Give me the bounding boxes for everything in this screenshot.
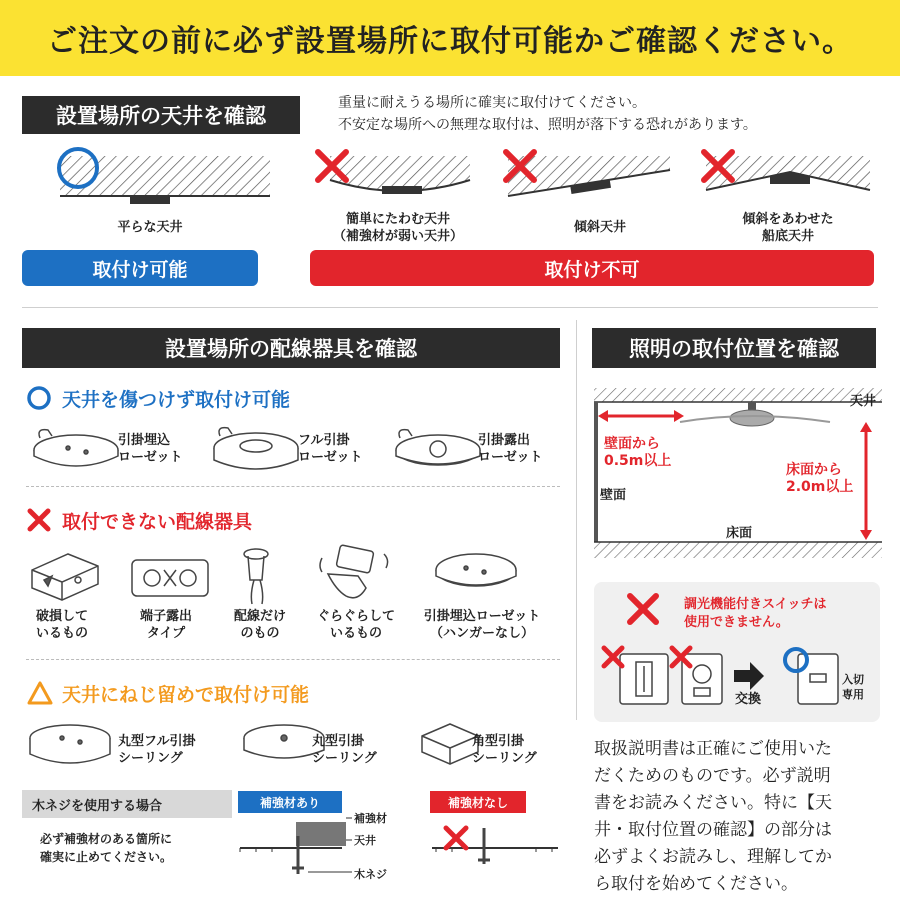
- exchange-label: [735, 688, 761, 707]
- ok-item-2-label: [298, 432, 362, 466]
- ng-item-5-label: [408, 608, 556, 642]
- full-rosette-icon: [214, 428, 298, 469]
- screw-item-3-line2: シーリング: [472, 751, 537, 766]
- exchange-label-text: 交換: [735, 692, 762, 707]
- ng2-caption-text: 傾斜天井: [573, 220, 626, 235]
- switch-label-line1: 入切: [842, 673, 864, 686]
- ng-item-2-line1: 端子露出: [139, 609, 192, 624]
- ceiling-diagrams: [30, 140, 890, 220]
- ng1-caption-line1: 簡単にたわむ天井: [345, 212, 450, 227]
- caution-triangle-icon: [26, 680, 54, 706]
- ceiling-label-text: 天井: [850, 394, 877, 409]
- wood-screw-note-line1: 必ず補強材のある箇所に: [40, 832, 173, 846]
- ok-label-text: 取付け可能: [92, 258, 188, 281]
- wood-screw-note-line2: 確実に止めてください。: [40, 850, 173, 864]
- ng-cross-icon: [624, 590, 664, 630]
- wobbly-fixture-icon: [320, 545, 388, 598]
- floor-distance-line2: 2.0m以上: [786, 479, 854, 495]
- section-divider: [22, 307, 878, 308]
- vertical-divider: [576, 320, 577, 720]
- wall-distance-label: [604, 436, 671, 470]
- manual-line-5: 必ずよくお読みし、理解してか: [594, 847, 832, 867]
- wiring-ok-heading: [26, 384, 290, 412]
- manual-line-3: 書をお読みください。特に【天: [594, 793, 832, 813]
- ng-item-1-line1: 破損して: [35, 609, 88, 624]
- on-off-switch-icon: [798, 654, 838, 704]
- round-full-ceiling-icon: [30, 725, 110, 763]
- ceiling-fan-light-icon: [680, 402, 830, 426]
- wall-label: [600, 484, 626, 503]
- boat-ceiling-diagram: [704, 152, 870, 190]
- wood-screw-callout-text: 木ネジ: [354, 868, 387, 881]
- ng-item-3-label: [220, 608, 300, 642]
- screw-item-1-label: [118, 733, 195, 767]
- top-banner: [0, 0, 900, 76]
- banner-text: ご注文の前に必ず設置場所に取付可能かご確認ください。: [47, 24, 853, 59]
- ceiling-note-line2: 不安定な場所への無理な取付は、照明が落下する恐れがあります。: [338, 117, 757, 133]
- ceiling-section-title-text: 設置場所の天井を確認: [56, 104, 266, 128]
- ok-item-1-line2: ローゼット: [118, 450, 183, 465]
- wood-screw-label: 木ネジを使用する場合: [32, 798, 163, 814]
- ceiling-label: [850, 390, 876, 409]
- ng-item-4-line2: いるもの: [329, 626, 382, 641]
- wood-screw-icon: [478, 828, 490, 864]
- position-section-title-text: 照明の取付位置を確認: [629, 337, 839, 361]
- wiring-section-title: [22, 328, 560, 368]
- screw-item-2-line1: 丸型引掛: [312, 734, 365, 749]
- flat-ceiling-diagram: [59, 149, 270, 204]
- wiring-ng-heading: [26, 506, 252, 534]
- ng-item-5-line2: （ハンガーなし）: [429, 626, 534, 641]
- ng-item-3-line1: 配線だけ: [233, 609, 286, 624]
- switch-label-line2: 専用: [842, 688, 864, 701]
- with-reinforcement-tag: [238, 791, 342, 813]
- ok-item-2-line1: フル引掛: [298, 433, 350, 448]
- wiring-screw-heading-text: 天井にねじ留めで取付け可能: [62, 683, 310, 706]
- ceiling-note: [338, 92, 878, 136]
- wall-distance-line1: 壁面から: [604, 436, 660, 452]
- wood-screw-diagram: [236, 814, 562, 900]
- ng2-ceiling-caption: [530, 219, 670, 236]
- wood-screw-note: [40, 830, 230, 866]
- manual-line-2: だくためのものです。必ず説明: [594, 766, 831, 786]
- ng-item-3-line2: のもの: [240, 626, 280, 641]
- wiring-section-title-text: 設置場所の配線器具を確認: [165, 337, 417, 361]
- ng1-caption-line2: （補強材が弱い天井）: [332, 229, 463, 244]
- ceiling-note-line1: 重量に耐えうる場所に確実に取付けてください。: [338, 95, 646, 111]
- floor-distance-label: [786, 462, 853, 496]
- wall-label-text: 壁面: [600, 488, 627, 503]
- reinforcement-callout-text: 補強材: [354, 812, 387, 825]
- embedded-rosette-icon: [34, 430, 118, 466]
- broken-fixture-icon: [32, 554, 98, 600]
- dimmer-switch-icon: [620, 654, 668, 704]
- manual-line-1: 取扱説明書は正確にご使用いた: [594, 739, 832, 759]
- ng-cross-icon: [446, 828, 466, 848]
- ng-item-5-line1: 引掛埋込ローゼット: [423, 609, 541, 624]
- ng-item-4-line1: ぐらぐらして: [316, 609, 395, 624]
- ng-item-1-label: [22, 608, 102, 642]
- ng-item-2-line2: タイプ: [146, 626, 186, 641]
- on-off-only-label: [842, 672, 864, 702]
- without-reinforcement-tag: [430, 791, 526, 813]
- dimmer-line1: 調光機能付きスイッチは: [684, 597, 827, 612]
- manual-line-4: 井・取付位置の確認】の部分は: [594, 820, 832, 840]
- ng-label-pill: [310, 250, 874, 286]
- ng3-ceiling-caption: [718, 211, 858, 245]
- floor-distance-line1: 床面から: [786, 462, 842, 478]
- dimmer-warning-text: [684, 596, 826, 632]
- ok-item-3-label: [478, 432, 542, 466]
- ok-ceiling-caption: [80, 219, 220, 236]
- screw-item-2-line2: シーリング: [312, 751, 377, 766]
- ok-item-2-line2: ローゼット: [298, 450, 363, 465]
- wall-distance-line2: 0.5m以上: [604, 453, 672, 469]
- sagging-ceiling-diagram: [318, 152, 470, 194]
- ok-ceiling-caption-text: 平らな天井: [117, 220, 183, 235]
- wall-distance-arrow: [598, 410, 684, 422]
- ng-label-text: 取付け不可: [544, 258, 640, 281]
- ng3-caption-line2: 船底天井: [761, 229, 814, 244]
- floor-distance-arrow: [860, 422, 872, 540]
- ceiling-callout-text: 天井: [354, 834, 376, 847]
- wood-screw-band: [22, 790, 232, 818]
- arrow-right-icon: [734, 662, 764, 690]
- reinforcement-callout: [354, 810, 387, 826]
- ceiling-callout: [354, 832, 376, 848]
- ng-item-2-label: [126, 608, 206, 642]
- floor-label-text: 床面: [726, 526, 753, 541]
- ok-circle-icon: [26, 384, 54, 412]
- screw-item-3-label: [472, 733, 537, 767]
- dimmer-line2: 使用できません。: [684, 615, 789, 630]
- without-reinforcement-text: 補強材なし: [447, 795, 508, 810]
- with-reinforcement-text: 補強材あり: [259, 795, 320, 810]
- screw-item-1-line1: 丸型フル引掛: [118, 734, 196, 749]
- ok-item-1-line1: 引掛埋込: [118, 433, 171, 448]
- wiring-ng-heading-text: 取付できない配線器具: [62, 510, 253, 533]
- ng3-caption-line1: 傾斜をあわせた: [742, 212, 834, 227]
- position-section-title: [592, 328, 876, 368]
- ceiling-section-title: [22, 96, 300, 134]
- hangerless-rosette-icon: [436, 554, 516, 586]
- dashed-divider: [26, 486, 560, 487]
- unreinforced-ceiling-diagram: [432, 828, 558, 864]
- ok-item-1-label: [118, 432, 182, 466]
- reinforced-ceiling-diagram: [240, 818, 352, 874]
- screw-item-2-label: [312, 733, 377, 767]
- ng-cross-icon: [26, 507, 52, 533]
- ok-item-3-line1: 引掛露出: [478, 433, 531, 448]
- slanted-ceiling-diagram: [506, 152, 670, 196]
- bare-wire-icon: [244, 549, 268, 604]
- manual-paragraph: [594, 736, 894, 898]
- ng-item-4-label: [306, 608, 406, 642]
- screw-item-1-line2: シーリング: [118, 751, 183, 766]
- manual-line-6: ら取付を始めてください。: [594, 874, 798, 894]
- floor-label: [726, 522, 752, 541]
- ok-label-pill: [22, 250, 258, 286]
- wiring-ok-heading-text: 天井を傷つけず取付け可能: [62, 388, 291, 411]
- exposed-terminal-icon: [132, 560, 208, 596]
- wood-screw-callout: [354, 866, 387, 882]
- wiring-screw-heading: [26, 679, 309, 707]
- exposed-rosette-icon: [396, 430, 480, 465]
- ok-item-3-line2: ローゼット: [478, 450, 543, 465]
- dashed-divider: [26, 659, 560, 660]
- ng-item-1-line2: いるもの: [35, 626, 88, 641]
- square-ceiling-icon: [422, 724, 478, 764]
- ng-wiring-icons: [22, 540, 562, 606]
- ng1-ceiling-caption: [318, 211, 478, 245]
- screw-item-3-line1: 角型引掛: [472, 734, 525, 749]
